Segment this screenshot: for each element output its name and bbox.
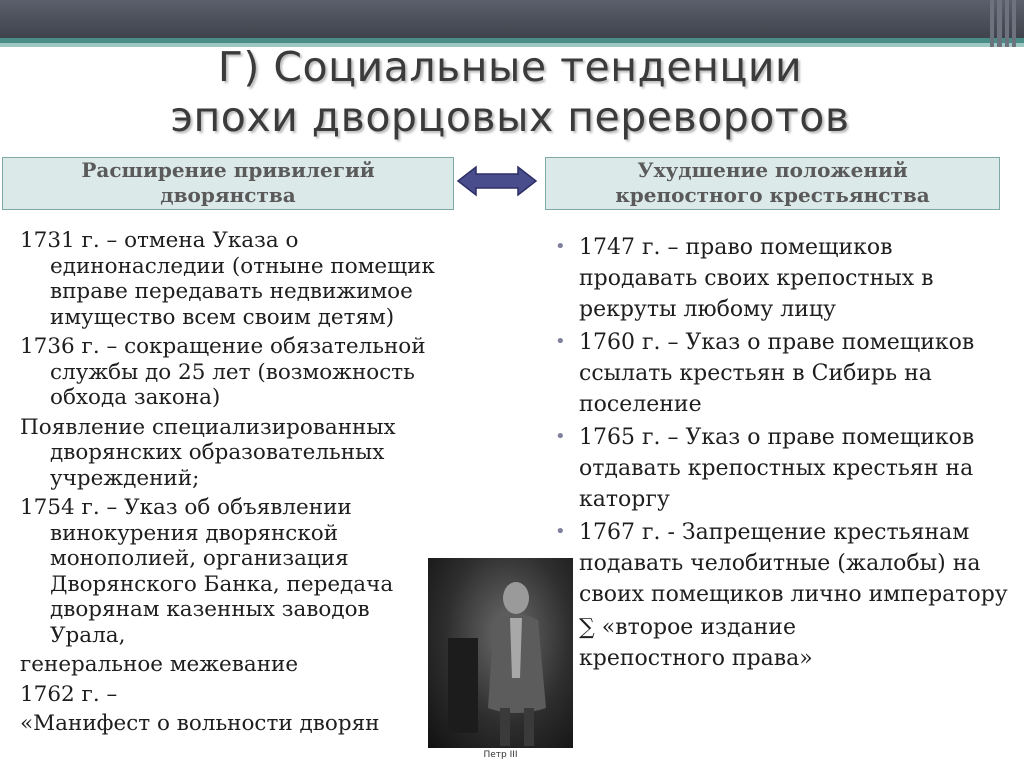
sum-icon: ∑ [579, 615, 595, 640]
privilege-item: «Манифест о вольности дворян [20, 711, 380, 736]
list-item [555, 517, 1015, 610]
summary-text-line1: «второе издание [601, 615, 796, 640]
privilege-item: 1731 г. – отмена Указа о единонаследии (отныне помещик вправе передавать недвижимое имущество всем своим детям) [20, 228, 435, 330]
summary-text-line2: крепостного права» [579, 646, 813, 671]
list-item [555, 422, 1015, 515]
right-header-line2: крепостного крестьянства [615, 183, 930, 207]
serfdom-list [555, 232, 1015, 674]
serfdom-item: 1765 г. – Указ о праве помещиков отдавать крепостных крестьян на каторгу [579, 425, 975, 512]
privilege-item: генеральное межевание [20, 652, 299, 677]
portrait-caption: Петр III [483, 750, 518, 760]
portrait-image [428, 558, 573, 748]
top-bar [0, 0, 1024, 38]
slide-title [100, 42, 920, 142]
portrait-figure [428, 558, 573, 748]
privilege-item: Появление специализированных дворянских образовательных учреждений; [20, 414, 396, 491]
privilege-item: 1736 г. – сокращение обязательной службы до 25 лет (возможность обхода закона) [20, 334, 426, 410]
serfdom-item: 1747 г. – право помещиков продавать своих крепостных в рекруты любому лицу [579, 235, 934, 322]
left-header-line2: дворянства [160, 183, 296, 207]
bullet-icon: • [555, 331, 566, 352]
serfdom-item: 1767 г. - Запрещение крестьянам подавать челобитные (жалобы) на своих помещиков лично императору [579, 520, 1008, 607]
bullet-icon: • [555, 236, 566, 257]
privileges-list [20, 228, 440, 741]
double-arrow-icon [456, 165, 538, 197]
corner-stripes [990, 0, 1016, 47]
privilege-item: 1762 г. – [20, 681, 118, 707]
slide-title-line1: Г) Социальные тенденции [217, 43, 803, 91]
bullet-icon: • [555, 426, 566, 447]
list-item [555, 232, 1015, 325]
bullet-icon: • [555, 521, 566, 542]
left-column-header [2, 157, 454, 210]
summary-line [555, 612, 1015, 643]
slide-title-line2: эпохи дворцовых переворотов [170, 93, 850, 141]
serfdom-item: 1760 г. – Указ о праве помещиков ссылать крестьян в Сибирь на поселение [579, 330, 975, 417]
right-column-header [545, 157, 1000, 210]
list-item [555, 327, 1015, 420]
privilege-item: 1754 г. – Указ об объявлении винокурения дворянской монополией, организация Дворянского Банка, передача дворянам казенных заводов Урала, [20, 495, 394, 648]
right-header-line1: Ухудшение положений [637, 158, 908, 182]
left-header-line1: Расширение привилегий [81, 158, 375, 182]
